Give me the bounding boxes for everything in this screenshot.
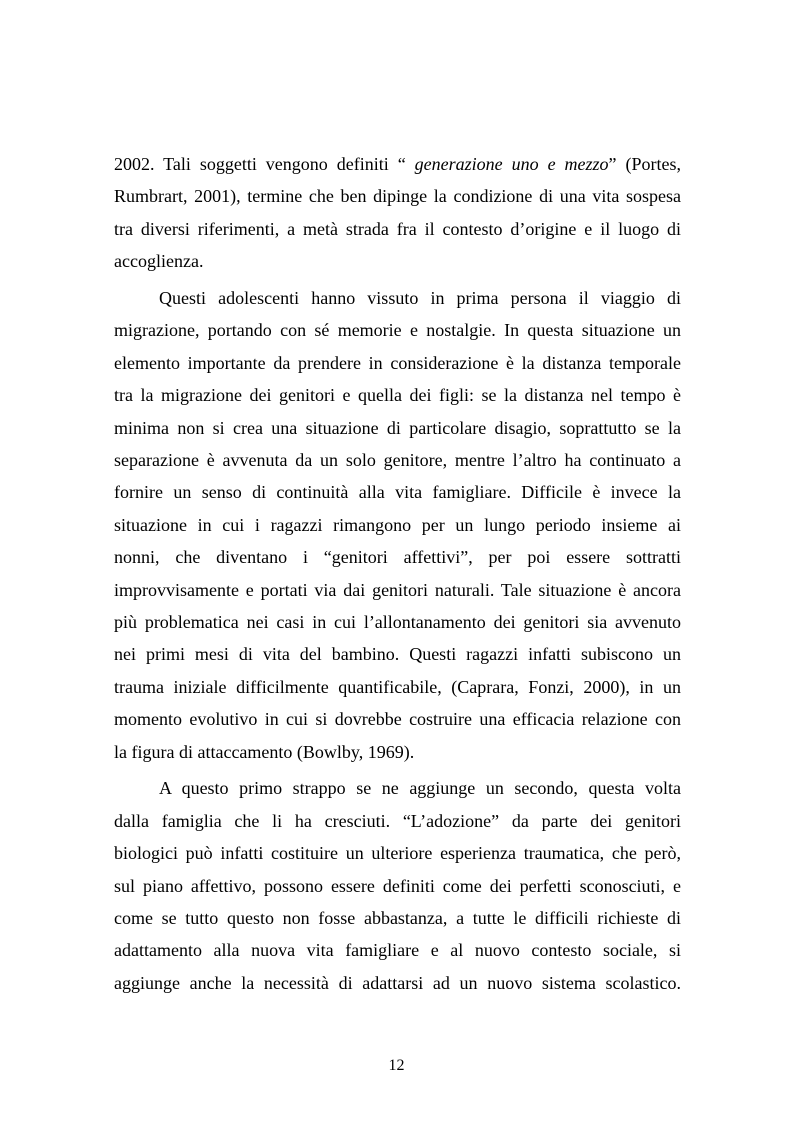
- paragraph-1: [114, 148, 681, 278]
- text-line: separazione è avvenuta da un solo genitore, mentre l’altro ha continuato a: [114, 450, 681, 471]
- text-line: Rumbrart, 2001), termine che ben dipinge la condizione di una vita sospesa: [114, 186, 681, 207]
- page-number: 12: [388, 1057, 405, 1074]
- text-line: situazione in cui i ragazzi rimangono per un lungo periodo insieme ai: [114, 514, 681, 535]
- text-line: aggiunge anche la necessità di adattarsi ad un nuovo sistema scolastico.: [114, 972, 681, 993]
- document-body: [114, 148, 681, 999]
- text-line: improvvisamente e portati via dai genitori naturali. Tale situazione è ancora: [114, 579, 681, 600]
- italic-term: generazione uno e mezzo: [414, 154, 609, 174]
- text-line: dalla famiglia che li ha cresciuti. “L’adozione” da parte dei genitori: [114, 810, 681, 831]
- paragraph-2: [114, 282, 681, 768]
- text-line: elemento importante da prendere in considerazione è la distanza temporale: [114, 352, 681, 373]
- paragraph-3: [114, 772, 681, 999]
- text-line: A questo primo strappo se ne aggiunge un secondo, questa volta: [159, 778, 681, 799]
- text-line: fornire un senso di continuità alla vita famigliare. Difficile è invece la: [114, 482, 681, 503]
- text-line: [114, 148, 681, 180]
- text-line: nonni, che diventano i “genitori affettivi”, per poi essere sottratti: [114, 547, 681, 568]
- text-line: Questi adolescenti hanno vissuto in prima persona il viaggio di: [159, 288, 681, 309]
- text-line: la figura di attaccamento (Bowlby, 1969).: [114, 741, 415, 762]
- text-fragment: 2002. Tali soggetti vengono definiti “: [114, 154, 415, 174]
- text-line: sul piano affettivo, possono essere definiti come dei perfetti sconosciuti, e: [114, 875, 681, 896]
- text-line: come se tutto questo non fosse abbastanza, a tutte le difficili richieste di: [114, 907, 681, 928]
- text-fragment: ” (Portes,: [608, 154, 681, 174]
- text-line: adattamento alla nuova vita famigliare e al nuovo contesto sociale, si: [114, 940, 681, 961]
- text-line: biologici può infatti costituire un ulteriore esperienza traumatica, che però,: [114, 843, 681, 864]
- text-line: tra diversi riferimenti, a metà strada fra il contesto d’origine e il luogo di: [114, 218, 681, 239]
- text-line: nei primi mesi di vita del bambino. Questi ragazzi infatti subiscono un: [114, 644, 681, 665]
- text-line: minima non si crea una situazione di particolare disagio, soprattutto se la: [114, 417, 681, 438]
- text-line: migrazione, portando con sé memorie e nostalgie. In questa situazione un: [114, 320, 681, 341]
- text-line: tra la migrazione dei genitori e quella dei figli: se la distanza nel tempo è: [114, 385, 681, 406]
- text-line: più problematica nei casi in cui l’allontanamento dei genitori sia avvenuto: [114, 611, 681, 632]
- text-line: momento evolutivo in cui si dovrebbe costruire una efficacia relazione con: [114, 709, 681, 730]
- text-line: accoglienza.: [114, 251, 204, 272]
- text-line: trauma iniziale difficilmente quantificabile, (Caprara, Fonzi, 2000), in un: [114, 676, 681, 697]
